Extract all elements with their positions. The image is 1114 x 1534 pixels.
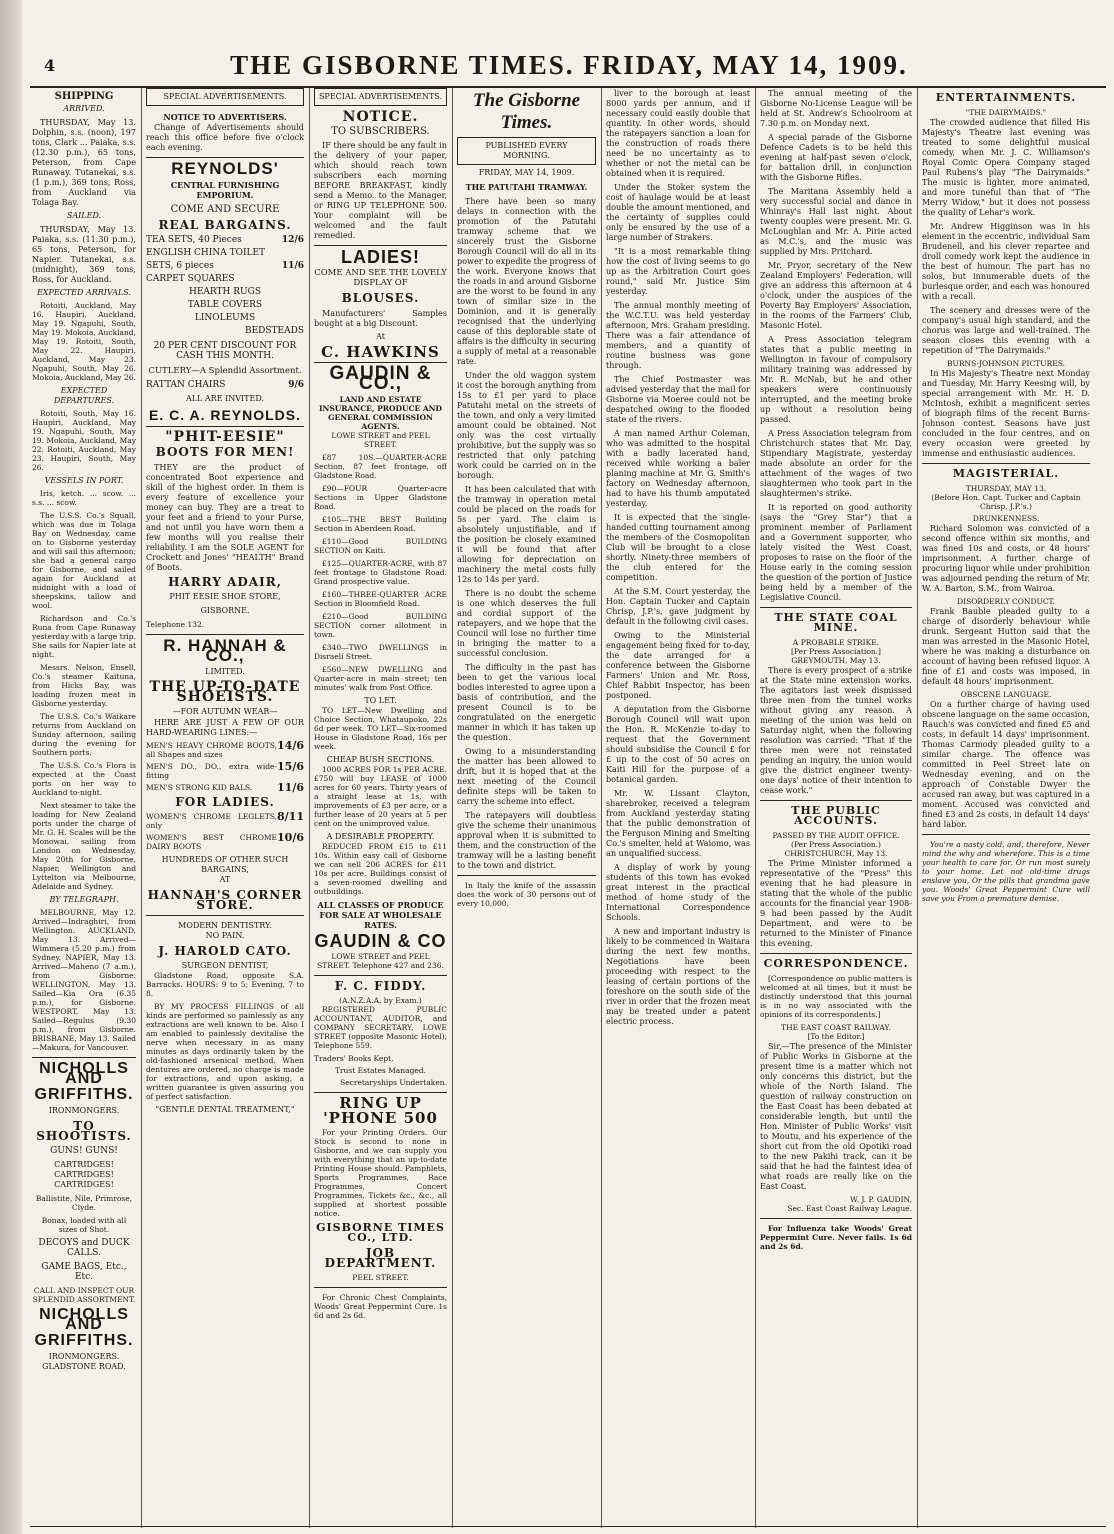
leglets-price: 8/11 [277, 810, 304, 823]
harry-telephone: Telephone 132. [146, 620, 205, 629]
rattan-line [146, 380, 304, 390]
harry-town: GISBORNE. [200, 606, 250, 615]
woods-ad: In Italy the knife of the assassin does the work of 30 persons out of every 10,000. [457, 881, 596, 908]
column-rule [755, 88, 756, 1528]
fiddy-sub: (A.N.Z.A.A. by Exam.) [339, 996, 422, 1005]
news-paragraph: "It is a most remarkable thing how the cost of living seems to go up as the Arbitration Court goes round," said Mr. Justice Sim yesterday. [606, 246, 750, 296]
reynolds-name: REYNOLDS' [171, 159, 279, 178]
phit-eesie-title: "PHIT-EESIE" [165, 429, 285, 445]
subscribers-text: IF there should be any fault in the delivery of your paper, which should reach town subscribers each morning BEFORE BREAKFAST, kindly send a Memo. to the Manager, or RING UP TELEPHONE 500. Your complaint will be welcomed and the fault remedied. [314, 140, 447, 240]
up-to-date-shoeists: THE UP-TO-DATE SHOEISTS. [149, 679, 301, 705]
entertainment-column [922, 88, 1090, 1526]
woods-ad: For Influenza take Woods' Great Peppermint Cure. Never fails. 1s 6d and 2s 6d. [760, 1224, 912, 1251]
article-title: THE PATUTAHI TRAMWAY. [465, 182, 588, 192]
magisterial-before: (Before Hon. Capt. Tucker and Captain Chrisp, J.P.'s.) [931, 493, 1081, 511]
chrome-line [146, 741, 304, 759]
railway-heading: THE EAST COAST RAILWAY. [781, 1023, 891, 1032]
phit-eesie-sub: BOOTS FOR MEN! [155, 445, 295, 459]
cartridges-line: CARTRIDGES! [54, 1180, 114, 1189]
inspect-line: CALL AND INSPECT OUR SPLENDID ASSORTMENT. [32, 1286, 136, 1304]
drunkenness-heading: DRUNKENNESS. [972, 514, 1040, 523]
divider [314, 975, 447, 976]
phone-500: 'PHONE 500 [323, 1109, 438, 1127]
for-ladies: FOR LADIES. [175, 795, 275, 809]
coal-text: There is every prospect of a strike at the State mine extension works. The agitators last week dismissed three men from the tunnel works without giving any reason. A meeting of the union was held on Saturday night, when the following resolution was carried: "That if the three men were not reinstated pending an inquiry, the union would give the district engineer twenty-one days' notice of their intention to cease work." [760, 665, 912, 795]
news-paragraph: A Press Association telegram from Christchurch states that Mr. Day, Stipendiary Magistrate, yesterday made absolute an order for the attachment of the wages of two slaughtermen who took part in the slaughtermen's strike. [760, 428, 912, 498]
kid-price: 11/6 [277, 781, 304, 794]
news-paragraph: Owing to the Ministerial engagement being fixed for to-day, the date arranged for a conference between the Gisborne Farmers' Union and Mr. Ross, Chief Rabbit Inspector, has been postponed. [606, 630, 750, 700]
news-paragraph: A display of work by young students of this town has evoked great interest in the practical method of home study of the International Correspondence Schools. [606, 862, 750, 922]
divider [922, 834, 1090, 835]
disorderly-text: Frank Bauble pleaded guilty to a charge of disorderly behaviour while drunk. Sergeant Hutton said that the man was arrested in the Masonic Hotel, where he was making a disturbance on account of having been refused liquor. A fine of £1 and costs was imposed, in default 48 hours' imprisonment. [922, 606, 1090, 686]
tea-sets-line [146, 235, 304, 245]
cato-address: Gladstone Road, opposite S.A. Barracks. HOURS: 9 to 5; Evening, 7 to 8. [146, 971, 304, 998]
port-text: Iris, ketch. ... scow. ... s.s. ... scow. [32, 489, 136, 507]
come-see: COME AND SEE THE LOVELY DISPLAY OF [314, 268, 447, 288]
produce-line: ALL CLASSES OF PRODUCE FOR SALE AT WHOLESALE RATES. [317, 900, 444, 930]
local-news-column [606, 88, 750, 1526]
divider [314, 245, 447, 246]
to-let-text: TO LET—New Dwelling and Choice Section, Whataupoko, 22s 6d per week. TO LET—Six-roomed House in Gladstone Road, 16s per week. [314, 706, 447, 751]
peel-street: PEEL STREET. [352, 1273, 409, 1282]
carpet-label: CARPET SQUARES [146, 274, 235, 284]
magisterial-heading: MAGISTERIAL. [952, 467, 1060, 480]
fiddy-name: F. C. FIDDY. [334, 979, 427, 993]
divider [760, 607, 912, 608]
autumn-wear: —FOR AUTUMN WEAR— [172, 707, 278, 716]
hundreds-line: HUNDREDS OF OTHER SUCH BARGAINS, [161, 855, 289, 874]
gaudin-address: LOWE STREET and PEEL STREET. [331, 431, 430, 449]
leglets-label: WOMEN'S CHROME LEGLETS, only [146, 812, 278, 830]
divider [146, 426, 304, 427]
column-rule [141, 88, 142, 1528]
men-do-line [146, 762, 304, 780]
ballistite-line: Ballistite, Nile, Primrose, Clyde. [35, 1194, 133, 1212]
blouses-heading: BLOUSES. [341, 291, 420, 305]
cato-text: BY MY PROCESS FILLINGS of all kinds are performed so painlessly as any extractions are well known to be. Also I am enabled to painlessly devitalise the nerve when necessary in as many minutes as days ordinarily taken by the old-fashioned arsenical method. When dentures are ordered, no charge is made for extractions, and upon asking, a written guarantee is given assuring you of perfect satisfaction. [146, 1002, 304, 1101]
news-paragraph: It is expected that the single-handed cutting tournament among the members of the Cosmopolitan Club will be brought to a close shortly. Ninety-three members of the club entered for the competition. [606, 512, 750, 582]
arrivals-text: Rotoiti, Auckland, May 16. Haupiri, Auckland, May 19. Ngapuhi, South, May 19. Mokoia, Auckland, May 19. Rotoiti, South, May 22. Haupiri, Auckland, May 23. Ngapuhi, South, May 26. Mokoia, Auckland, May 26. [32, 301, 136, 382]
special-ads-heading: SPECIAL ADVERTISEMENTS. [146, 88, 304, 106]
come-secure: COME AND SECURE [170, 204, 280, 215]
accounts-heading: THE PUBLIC ACCOUNTS. [791, 804, 881, 827]
obscene-heading: OBSCENE LANGUAGE. [960, 690, 1052, 699]
shipping-heading: SHIPPING [54, 91, 114, 102]
shipping-news: Messrs. Nelson, Ensell, Co.'s steamer Kaituna, from Hicks Bay, was loading frozen meat in Gisborne yesterday. [32, 663, 136, 708]
divider [146, 634, 304, 635]
bonax-line: Bonax, loaded with all sizes of Shot. [41, 1216, 127, 1234]
page-number: 4 [44, 56, 56, 75]
secretaryships-line: Secretaryships Undertaken. [340, 1078, 447, 1087]
special-ads-column-2 [314, 88, 447, 1526]
news-column-2 [760, 88, 912, 1526]
news-paragraph: A Press Association telegram states that a public meeting in Wellington in favour of compulsory military training was addressed by Mr. R. McNab, but he and other speakers were continuously interrupted, and the meeting broke up without a resolution being passed. [760, 334, 912, 424]
ring-up: RING UP [339, 1094, 422, 1112]
notice-heading: NOTICE. [342, 109, 419, 125]
news-paragraph: A man named Arthur Coleman, who was admitted to the hospital with a badly lacerated hand, received while working a baler planing machine at Mr. G. Smith's factory on Wednesday afternoon, had to have his thumb amputated yesterday. [606, 428, 750, 508]
railway-text: Sir,—The presence of the Minister of Public Works in Gisborne at the present time is a matter which not only concerns this district, but the whole of the North Island. The question of railway construction on the East Coast has been debated at considerable length, but until the Hon. Minister of Public Works' visit to Moutu, and his experience of the short cut from the old Opotiki road to the new Pakihi track, can it be said that he had the faintest idea of what roads are really like on the East Coast. [760, 1041, 912, 1191]
telegraph-text: MELBOURNE, May 12. Arrived—Indraghiri, from Wellington. AUCKLAND, May 13. Arrived—Wimmera (5.20 p.m.) from Sydney. NAPIER, May 13. Arrived—Maheno (7 a.m.), from Gisborne. WELLINGTON, May 13. Sailed—Kia Ora (6.35 p.m.), for Gisborne. WESTPORT, May 13. Sailed—Regulus (9.30 p.m.), from Gisborne. BRISBANE, May 13. Sailed—Makura, for Vancouver. [32, 908, 136, 1052]
modern-dentistry: MODERN DENTISTRY. [178, 921, 272, 930]
news-paragraph: The Chief Postmaster was advised yesterday that the mail for Gisborne via Moeree could not be despatched owing to the flooded state of the rivers. [606, 374, 750, 424]
divider [146, 915, 304, 916]
accounts-assoc: (Per Press Association.) [791, 840, 881, 849]
page-bottom-rule [30, 1526, 1106, 1527]
departures-text: Rotoiti, South, May 16. Haupiri, Auckland, May 19. Ngapuhi, South, May 19. Mokoia, Auckland, May 22. Rotoiti, Auckland, May 23. Haupiri, South, May 26. [32, 409, 136, 472]
listing: £560—NEW DWELLING and Quarter-acre in main street; ten minutes' walk from Post Office. [314, 665, 447, 692]
carpet-line [146, 274, 304, 284]
gaudin-address-2: LOWE STREET and PEEL STREET. Telephone 427 and 236. [317, 952, 444, 970]
men-do-price: 15/6 [277, 760, 304, 773]
news-paragraph: A new and important industry is likely to be commenced in Waitara during the next few months. Negotiations have been proceeding with respect to the leasing of certain portions of the foreshore on the south side of the river in order that the frozen meat may be treated under a patent electric process. [606, 926, 750, 1026]
signature: W. J. P. GAUDIN, [850, 1195, 912, 1204]
griffiths-footer: GRIFFITHS. [34, 1332, 134, 1349]
discount-line: 20 PER CENT DISCOUNT FOR CASH THIS MONTH. [153, 341, 297, 361]
divider [32, 1057, 136, 1058]
listing: £90—FOUR Quarter-acre Sections in Upper Gladstone Road. [314, 484, 447, 511]
nicholls-name: NICHOLLS AND [39, 1060, 129, 1087]
obscene-text: On a further charge of having used obscene language on the same occasion, Rauch's was convicted and fined £5 and costs, in default 14 days' imprisonment. Thomas Carmody pleaded guilty to a similar charge. The offence was committed in Peel Street late on Wednesday evening, and on the approach of Constable Dwyer the accused ran away, but was captured in a moment. Accused was convicted and fined £3 and 2s costs, in default 14 days' hard labor. [922, 699, 1090, 829]
published-line: PUBLISHED EVERY MORNING. [457, 137, 596, 165]
shipping-news: The U.S.S. Co.'s Waikare returns from Auckland on Sunday afternoon, sailing during the evening for Southern ports. [32, 712, 136, 757]
news-paragraph: Mr. Pryor, secretary of the New Zealand Employers' Federation, will give an address this afternoon at 4 o'clock, under the auspices of the Poverty Bay Employers' Association, in the rooms of the Farmers' Club, Masonic Hotel. [760, 260, 912, 330]
no-pain: NO PAIN. [205, 931, 245, 940]
dairymaids-title: "THE DAIRYMAIDS." [965, 108, 1047, 117]
editorial-paragraph: There is no doubt the scheme is one which deserves the full and cordial support of the ratepayers, and we hope that the Council will lose no further time in bringing the matter to a successful conclusion. [457, 588, 596, 658]
expected-arrivals-heading: EXPECTED ARRIVALS. [36, 288, 132, 297]
accounts-sub: PASSED BY THE AUDIT OFFICE. [772, 831, 900, 840]
expected-departures-heading: EXPECTED DEPARTURES. [53, 386, 115, 405]
divider [314, 1092, 447, 1093]
divider [760, 1218, 912, 1219]
editorial-paragraph: The ratepayers will doubtless give the scheme their unanimous approval when it is submitted to them, and the construction of the tramway will be a lasting benefit to the town and district. [457, 810, 596, 870]
leglets-line [146, 812, 304, 830]
woods-verse: You're a nasty cold, and, therefore, Never mind the why and wherefore. This is a time your health to care for. Or run most surely to your home. Let not old-time drugs enslave you, Or the pills that grandma gave you. Woods' Great Peppermint Cure will save you From a premature demise. [922, 840, 1090, 903]
notice-text: Change of Advertisements should reach this office before five o'clock each evening. [146, 122, 304, 152]
magisterial-date: THURSDAY, MAY 13. [965, 484, 1047, 493]
coal-sub: A PROBABLE STRIKE. [792, 638, 880, 647]
entertainment-paragraph: The crowded audience that filled His Majesty's Theatre last evening was treated to some delightful musical comedy, when Mr. J. C. Williamson's Royal Comic Opera Company staged Paul Rubens's play "The Dairymaids." The music is lighter, more animated, and more tuneful than that of "The Merry Widow," but it does not possess the quality of Lehar's work. [922, 117, 1090, 217]
tea-sets-label: TEA SETS, 40 Pieces [146, 235, 242, 245]
editorial-column [457, 88, 596, 1526]
trust-line: Trust Estates Managed. [334, 1066, 427, 1075]
desirable-heading: A DESIRABLE PROPERTY. [326, 832, 435, 841]
linoleums-line: LINOLEUMS [194, 313, 256, 323]
kid-line [146, 783, 304, 792]
listing: £125—QUARTER-ACRE, with 87 feet frontage to Gladstone Road. Grand prospective value. [314, 559, 447, 586]
editorial-date: FRIDAY, MAY 14, 1909. [478, 168, 575, 177]
entertainment-paragraph: The scenery and dresses were of the company's usual high standard, and the chorus was large and well-trained. The season closes this evening with a repetition of "The Dairymaids." [922, 305, 1090, 355]
gentle-treatment: "GENTLE DENTAL TREATMENT," [155, 1105, 295, 1114]
chrome-label: MEN'S HEAVY CHROME BOOTS, all Shapes and sizes [146, 741, 278, 759]
shootists-heading: TO SHOOTISTS. [36, 1119, 132, 1143]
listing: £105—THE BEST Building Section in Aberdeen Road. [314, 515, 447, 533]
accounts-text: The Prime Minister informed a representative of the "Press" this evening that he had pleasure in stating that the whole of the public accounts for the financial year 1908-9 had been passed by the Audit Department, and were to be returned to the Minister of Finance this evening. [760, 858, 912, 948]
hannah-name: R. HANNAH & CO., [163, 636, 287, 665]
table-line: TABLE COVERS [187, 300, 263, 310]
shoe-store: PHIT EESIE SHOE STORE, [169, 592, 281, 601]
news-paragraph: The Maritana Assembly held a very successful social and dance in Whinray's Hall last night. About twenty couples were present. Mr. G. McLoughlan and Mr. A. Pirie acted as M.C.'s, and the music was supplied by Mrs. Pritchard. [760, 186, 912, 256]
bedsteads-line: BEDSTEADS [244, 326, 304, 336]
entertainment-paragraph: Mr. Andrew Higginson was in his element in the eccentric, individual Sam Brudenell, and his clever repartee and droll comedy work kept the audience in the best of humour. The part has no solos, but innumerable duets of the burlesque order, and each was honoured with a recall. [922, 221, 1090, 301]
samples-text: Manufacturers' Samples bought at a big Discount. [314, 308, 447, 328]
news-paragraph: Mr. W. Lissant Clayton, sharebroker, received a telegram from Auckland yesterday stating that the public demonstration of the Ferguson Mining and Smelting Co.'s smelter, held at Waiomo, was an unqualified success. [606, 788, 750, 858]
news-paragraph: Under the Stoker system the cost of haulage would be at least double the amount mentioned, and the certainty of supplies could only be ensured by the use of a large number of Strakers. [606, 182, 750, 242]
column-rule [917, 88, 918, 1528]
coal-heading: THE STATE COAL MINE. [774, 611, 898, 634]
sets-line [146, 261, 304, 271]
divider [760, 800, 912, 801]
dairy-line [146, 833, 304, 851]
masthead [44, 50, 1094, 84]
editorial-paragraph: It has been calculated that with the tramway in operation metal could be placed on the roads for 5s per yard. The claim is absolutely unjustifiable, and if the position be closely examined it will be found that after allowing for depreciation on machinery the metal costs fully 12s to 14s per yard. [457, 484, 596, 584]
cutlery-line: CUTLERY—A Splendid Assortment. [148, 366, 302, 376]
column-rule [601, 88, 602, 1528]
dairy-label: WOMEN'S BEST CHROME DAIRY BOOTS [146, 833, 278, 851]
woods-ad: For Chronic Chest Complaints, Woods' Great Peppermint Cure. 1s 6d and 2s 6d. [314, 1293, 447, 1320]
masthead-title: THE GISBORNE TIMES. FRIDAY, MAY 14, 1909. [230, 50, 908, 80]
address-footer: GLADSTONE ROAD. [42, 1362, 126, 1371]
gaudin-sub: LAND AND ESTATE INSURANCE, PRODUCE AND GENERAL COMMISSION AGENTS. [318, 395, 443, 431]
griffiths-name: GRIFFITHS. [34, 1086, 134, 1103]
burns-heading: BURNS-JOHNSON PICTURES. [947, 359, 1065, 368]
arrived-text: THURSDAY, May 13. Dolphin, s.s. (noon), 197 tons, Clark ... Paiaka, s.s. (12.30 p.m.), 65 tons, Peterson, from Cape Runaway. Tutanekai, s.s. (1 p.m.), 369 tons, Ross, from Auckland via Tolaga Bay. [32, 117, 136, 207]
sets-price: 11/6 [281, 261, 304, 271]
editorial-paragraph: Under the old waggon system it cost the borough anything from 15s to £1 per yard to place Patutahi metal on the streets of the town, and only a very limited amount could be obtained. Not only was the cost virtually prohibitive, but the supply was so restricted that only patching work could be carried on in the borough. [457, 370, 596, 480]
at-label: AT [219, 875, 231, 884]
listing: £160—THREE-QUARTER ACRE Section in Bloomfield Road. [314, 590, 447, 608]
column-rule [452, 88, 453, 1528]
english-china-line [146, 248, 304, 258]
drunkenness-text: Richard Solomon was convicted of a second offence within six months, and was fined 10s and costs, or 48 hours' imprisonment. A further charge of procuring liquor while under prohibition was adjourned pending the return of Mr. W. A. Barton, S.M., from Wairoa. [922, 523, 1090, 593]
real-bargains: REAL BARGAINS. [158, 218, 292, 232]
at-label: At [376, 332, 385, 341]
tea-sets-price: 12/6 [281, 235, 304, 245]
news-paragraph: The annual monthly meeting of the W.C.T.U. was held yesterday afternoon, Mrs. Graham presiding. There was a fair attendance of members, and a quantity of routine business was gone through. [606, 300, 750, 370]
news-paragraph: The annual meeting of the Gisborne No-License League will be held at St. Andrew's Schoolroom at 7.30 p.m. on Monday next. [760, 88, 912, 128]
fiddy-text: REGISTERED PUBLIC ACCOUNTANT, AUDITOR, and COMPANY SECRETARY, LOWE STREET (opposite Masonic Hotel), Telephone 559. [314, 1005, 447, 1050]
kid-label: MEN'S STRONG KID BALS. [146, 783, 253, 792]
accounts-dateline: CHRISTCHURCH, May 13. [784, 849, 888, 858]
editorial-paragraph: Owing to a misunderstanding the matter has been allowed to drift, but it is hoped that at the next meeting of the Council definite steps will be taken to carry the scheme into effect. [457, 746, 596, 806]
gaudin-name: GAUDIN & CO., [329, 363, 432, 394]
sailed-heading: SAILED. [66, 211, 102, 220]
ironmongers-label: IRONMONGERS. [48, 1106, 120, 1115]
eca-reynolds: E. C. A. REYNOLDS. [148, 407, 302, 423]
to-subscribers: TO SUBSCRIBERS. [331, 126, 430, 137]
harry-adair: HARRY ADAIR, [168, 575, 282, 589]
job-department: JOB DEPARTMENT. [324, 1246, 437, 1270]
news-paragraph: A special parade of the Gisborne Defence Cadets is to be held this evening at half-past seven o'clock, for battalion drill, in conjunction with the Gisborne Rifles. [760, 132, 912, 182]
coal-dateline: GREYMOUTH, May 13. [791, 656, 881, 665]
cato-name: J. HAROLD CATO. [158, 944, 292, 958]
shipping-news: Next steamer to take the loading for New Zealand ports under the charge of Mr. G. H. Scales will be the Monowai, sailing from London on Wednesday, May 20th for Gisborne, Napier, Wellington and Lyttelton via Melbourne, Adelaide and Sydney. [32, 801, 136, 891]
gaudin-name-2: GAUDIN & CO [314, 931, 447, 951]
correspondence-note: [Correspondence on public matters is welcomed at all times, but it must be distinctly understood that this journal is in no way associated with the opinions of its correspondents.] [760, 974, 912, 1019]
decoys-line: DECOYS and DUCK CALLS. [38, 1238, 130, 1258]
news-paragraph: It is reported on good authority (says the "Grey Star") that a prominent member of Parliament and a Government supporter, who lately visited the West Coast, proposes to raise on the floor of the House early in the coming session the question of the portion of Justice being held by a member of the Legislative Council. [760, 502, 912, 602]
special-ads-column-1 [146, 88, 304, 1526]
listing: £340—TWO DWELLINGS in Disraeli Street. [314, 643, 447, 661]
page-binding-edge [0, 0, 22, 1534]
bush-text: 1000 ACRES FOR 1s PER ACRE. £750 will buy LEASE of 1000 acres for 60 years. Thirty years of a straight lease at 1s, with improvements of £3 per acre, or a further lease of 20 years at 5 per cent on the unimproved value. [314, 765, 447, 828]
news-paragraph: At the S.M. Court yesterday, the Hon. Captain Tucker and Captain Chrisp, J.P.'s, gave judgment by default in the following civil cases. [606, 586, 750, 626]
shipping-news: The U.S.S. Co.'s Flora is expected at the Coast ports on her way to Auckland to-night. [32, 761, 136, 797]
special-ads-heading: SPECIAL ADVERTISEMENTS. [314, 88, 447, 106]
burns-text: In His Majesty's Theatre next Monday and Tuesday, Mr. Harry Keesing will, by special arrangement with Mr. H. D. McIntosh, exhibit a magnificent series of biograph films of the recent Burns-Johnson contest. Seasons have just concluded in the four centres, and on every occasion were greeted by immense and enthusiastic audiences. [922, 368, 1090, 458]
correspondence-heading: CORRESPONDENCE. [763, 957, 909, 970]
english-china-label: ENGLISH CHINA TOILET [146, 248, 266, 258]
news-paragraph: A deputation from the Gisborne Borough Council will wait upon the Hon. R. McKenzie to-day to request that the Government should subsidise the Council £ for £ up to the cost of 50 acres on Kaiti Hill for the purpose of a botanical garden. [606, 704, 750, 784]
listing: £87 10S.—QUARTER-ACRE Section, 87 feet frontage, off Gladstone Road. [314, 453, 447, 480]
chrome-price: 14/6 [277, 739, 304, 752]
to-let-heading: TO LET. [364, 696, 397, 705]
divider [760, 953, 912, 954]
game-bags-line: GAME BAGS, Etc., Etc. [41, 1262, 127, 1282]
desirable-text: REDUCED FROM £15 to £11 10s. Within easy call of Gisborne we can sell 206 ACRES for £11 10s per acre. Buildings consist of a seven-roomed dwelling and outbuildings. [314, 842, 447, 896]
shipping-column [32, 88, 136, 1526]
vessels-heading: VESSELS IN PORT. [44, 476, 124, 485]
dairy-price: 10/6 [277, 831, 304, 844]
signature-sub: Sec. East Coast Railway League. [787, 1204, 912, 1213]
guns-line: GUNS! GUNS! [50, 1146, 118, 1156]
shipping-news: The U.S.S. Co.'s Squall, which was due in Tolaga Bay on Wednesday, came on to Gisborne yesterday and will sail this afternoon; she had a general cargo for Gisborne, and sailed again for Auckland at midnight with a load of sheepskins, tallow and wool. [32, 511, 136, 610]
ladies-heading: LADIES! [341, 247, 420, 267]
rattan-label: RATTAN CHAIRS [146, 380, 226, 390]
editorial-paragraph: There have been so many delays in connection with the promotion of the Patutahi tramway scheme that we sincerely trust the Gisborne Borough Council will do all in its power to expedite the progress of the work. Everyone knows that the roads in and around Gisborne are the worst to be found in any town of similar size in the Dominion, and it is generally recognised that the underlying cause of this deplorable state of affairs is the difficulty in securing a supply of metal at a reasonable rate. [457, 196, 596, 366]
books-line: Traders' Books Kept. [314, 1054, 394, 1063]
hearth-line: HEARTH RUGS [189, 287, 261, 297]
cartridges-line: CARTRIDGES! CARTRIDGES! [54, 1160, 114, 1179]
phit-text: THEY are the product of concentrated Boot experience and skill of the highest order. In them is every feature of excellence your money can buy. They are a treat to your feet and a friend to your Purse, and not until you have worn them a few months will you realise their reliability. I am the SOLE AGENT for Crockett and Jones' "HEALTH" Brand of Boots. [146, 462, 304, 572]
paper-title: The Gisborne Times. [472, 90, 581, 133]
nicholls-footer: NICHOLLS AND [39, 1306, 129, 1333]
autumn-text: HERE ARE JUST A FEW OF OUR HARD-WEARING LINES:— [146, 717, 304, 737]
disorderly-heading: DISORDERLY CONDUCT. [957, 597, 1055, 606]
divider [146, 157, 304, 158]
men-do-label: MEN'S DO., DO., extra wide-fitting [146, 762, 278, 780]
listing: £210—Good BUILDING SECTION corner allotment in town. [314, 612, 447, 639]
telegraph-heading: BY TELEGRAPH. [49, 895, 119, 904]
bush-heading: CHEAP BUSH SECTIONS. [326, 755, 435, 764]
sets-label: SETS, 6 pieces [146, 261, 214, 271]
shipping-news: Richardson and Co.'s Runa from Cape Runaway yesterday with a large trip. She sails for Napier late at night. [32, 614, 136, 659]
all-invited: ALL ARE INVITED. [185, 394, 265, 403]
reynolds-sub: CENTRAL FURNISHING EMPORIUM. [170, 180, 280, 200]
gt-co: GISBORNE TIMES CO., LTD. [316, 1221, 445, 1244]
hawkins-name: C. HAWKINS [321, 343, 440, 361]
rattan-price: 9/6 [288, 380, 304, 390]
entertainments-heading: ENTERTAINMENTS. [935, 91, 1077, 104]
column-rule [309, 88, 310, 1528]
arrived-heading: ARRIVED. [63, 104, 105, 113]
coal-assoc: [Per Press Association.] [791, 647, 881, 656]
divider [457, 875, 596, 876]
ironmongers-footer: IRONMONGERS. [48, 1352, 120, 1361]
hannahs-corner: HANNAH'S CORNER STORE. [147, 888, 303, 912]
surgeon-label: SURGEON DENTIST, [181, 961, 269, 970]
railway-to-editor: [To the Editor.] [807, 1032, 865, 1041]
editorial-paragraph: The difficulty in the past has been to get the various local bodies interested to agree upon a basis of contribution, and the present Council is to be congratulated on the energetic manner in which it has taken up the question. [457, 662, 596, 742]
sailed-text: THURSDAY, May 13. Paiaka, s.s. (11.30 p.m.), 65 tons, Peterson, for Napier. Tutanekai, s.s. (midnight), 369 tons, Ross, for Auckland. [32, 224, 136, 284]
divider [314, 1287, 447, 1288]
limited-label: LIMITED. [205, 667, 245, 676]
notice-title: NOTICE TO ADVERTISERS. [163, 112, 287, 122]
listing: £110—Good BUILDING SECTION on Kaiti. [314, 537, 447, 555]
divider [922, 463, 1090, 464]
printing-text: For your Printing Orders. Our Stock is second to none in Gisborne, and we can supply you with everything that an up-to-date Printing House should. Pamphlets, Sports Programmes, Race Programmes, Concert Programmes, Tickets &c., &c., all supplied at shortest possible notice. [314, 1128, 447, 1218]
news-paragraph: liver to the borough at least 8000 yards per annum, and if necessary could easily double that quantity. In other words, should the ratepayers sanction a loan for the construction of roads there need be no uncertainty as to whether or not the metal can be obtained when it is required. [606, 88, 750, 178]
